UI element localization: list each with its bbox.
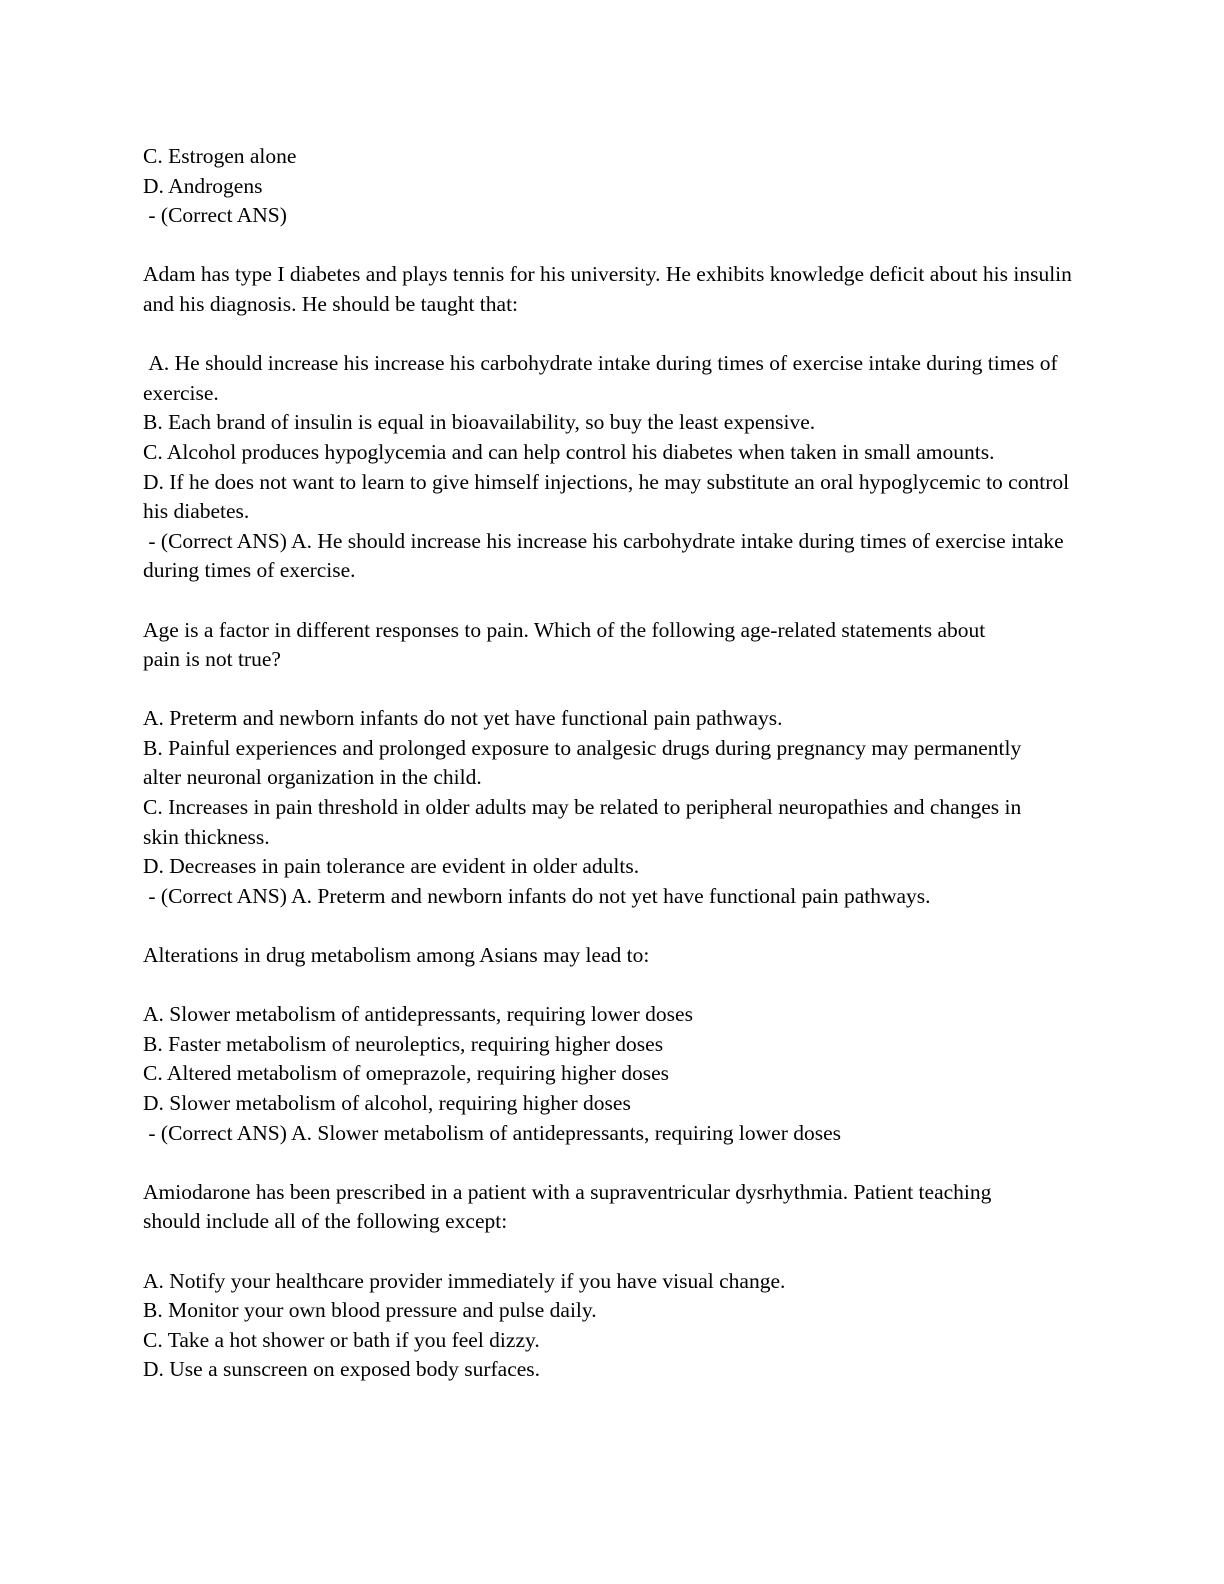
spacer (143, 675, 1078, 705)
option-line: A. Preterm and newborn infants do not yet have functional pain pathways. (143, 706, 783, 731)
option-line: B. Monitor your own blood pressure and pulse daily. (143, 1298, 597, 1323)
option-line: D. Slower metabolism of alcohol, requiring higher doses (143, 1091, 631, 1115)
question-block (143, 616, 1078, 912)
option-line: C. Altered metabolism of omeprazole, requiring higher doses (143, 1061, 670, 1086)
answer-line: - (Correct ANS) A. He should increase his increase his carbohydrate intake during times of exercise intake during times of exercise. (143, 528, 1069, 583)
option-line: C. Increases in pain threshold in older adults may be related to peripheral neuropathies and changes in skin thickness. (143, 795, 1022, 849)
option-line: B. Painful experiences and prolonged exposure to analgesic drugs during pregnancy may permanently alter neuronal organization in the child. (143, 735, 1022, 790)
option-line: A. He should increase his increase his carbohydrate intake during times of exercise intake during times of exercise. (143, 351, 1064, 405)
option-line: C. Alcohol produces hypoglycemia and can help control his diabetes when taken in small amounts. (143, 439, 995, 464)
question-stem: Alterations in drug metabolism among Asians may lead to: (143, 943, 650, 968)
option-line: B. Each brand of insulin is equal in bioavailability, so buy the least expensive. (143, 410, 816, 435)
option-line: C. Estrogen alone (143, 144, 297, 168)
spacer (143, 320, 1078, 350)
intro-options (143, 142, 1078, 231)
option-line: C. Take a hot shower or bath if you feel dizzy. (143, 1327, 540, 1352)
spacer (143, 586, 1078, 616)
option-line: D. Use a sunscreen on exposed body surfaces. (143, 1357, 541, 1382)
option-line: A. Notify your healthcare provider immediately if you have visual change. (143, 1268, 786, 1293)
spacer (143, 231, 1078, 261)
question-stem: Adam has type I diabetes and plays tennis for his university. He exhibits knowledge deficit about his insulin and his diagnosis. He should be taught that: (143, 262, 1072, 316)
option-line: D. Androgens (143, 173, 263, 198)
option-line: A. Slower metabolism of antidepressants, requiring lower doses (143, 1002, 693, 1027)
answer-line: - (Correct ANS) A. Preterm and newborn infants do not yet have functional pain pathways. (143, 883, 931, 908)
document-body (143, 142, 1078, 1385)
question-stem: Amiodarone has been prescribed in a patient with a supraventricular dysrhythmia. Patient teaching should include all of the following except: (143, 1179, 992, 1234)
spacer (143, 971, 1078, 1001)
answer-line: - (Correct ANS) A. Slower metabolism of antidepressants, requiring lower doses (143, 1120, 842, 1145)
question-block (143, 260, 1078, 586)
spacer (143, 1148, 1078, 1178)
question-block (143, 941, 1078, 1148)
question-block (143, 1178, 1078, 1385)
answer-line: - (Correct ANS) (143, 203, 287, 228)
option-line: B. Faster metabolism of neuroleptics, requiring higher doses (143, 1031, 664, 1056)
option-line: D. If he does not want to learn to give himself injections, he may substitute an oral hypoglycemic to control his diabetes. (143, 469, 1070, 524)
option-line: D. Decreases in pain tolerance are evident in older adults. (143, 854, 640, 879)
spacer (143, 1237, 1078, 1267)
spacer (143, 911, 1078, 941)
question-stem: Age is a factor in different responses to pain. Which of the following age-related statements about pain is not true? (143, 617, 986, 672)
